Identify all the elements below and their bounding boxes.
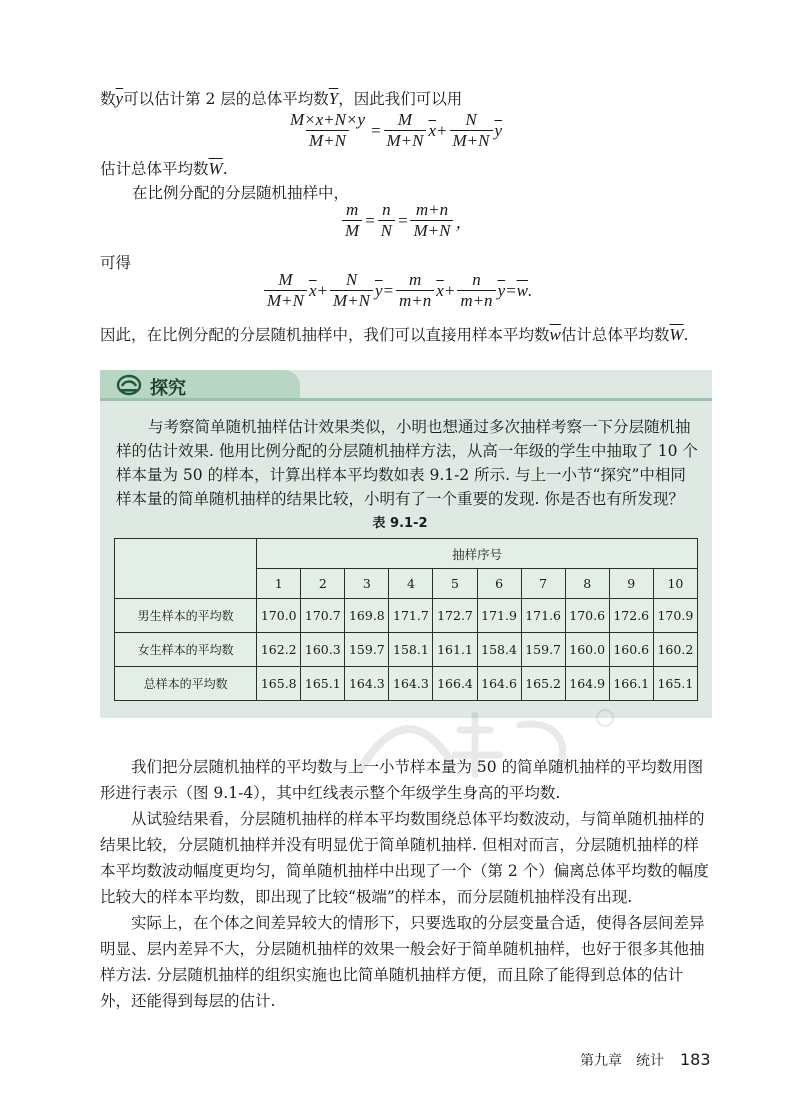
table-cell: 164.9 (565, 667, 609, 701)
body-line-10: 外，还能得到每层的估计. (100, 992, 276, 1010)
row-label: 女生样本的平均数 (115, 633, 257, 667)
equation-3 (262, 270, 532, 311)
fraction (410, 200, 453, 241)
equals: = (505, 280, 517, 300)
body-line-2: 形进行表示（图 9.1-4），其中红线表示整个年级学生身高的平均数. (100, 784, 561, 802)
body-line-7: 实际上，在个体之间差异较大的情形下，只要选取的分层变量合适，使得各层间差异 (100, 914, 705, 932)
table-cell: 160.0 (565, 633, 609, 667)
math-Wbar: $\overline{W}$ (208, 159, 223, 178)
column-header: 4 (389, 569, 433, 599)
column-header: 9 (609, 569, 653, 599)
denominator: M+N (450, 130, 493, 151)
numerator: M (397, 110, 413, 129)
denominator: M+N (330, 290, 373, 311)
column-header: 5 (433, 569, 477, 599)
denominator: M+N (384, 130, 427, 151)
explore-line-4: 样本量的简单随机抽样的结果比较，小明有了一个重要的发现. 你是否也有所发现？ (116, 490, 684, 508)
numerator: N (465, 110, 477, 129)
numerator: m (409, 270, 422, 289)
equation-1 (285, 110, 502, 151)
numerator: M×x+N×y (290, 110, 366, 129)
table-cell: 171.6 (521, 599, 565, 633)
row-label: 男生样本的平均数 (115, 599, 257, 633)
explore-title: 探究 (150, 378, 186, 399)
fraction (342, 200, 362, 241)
equals: = (397, 210, 409, 230)
table-cell: 164.3 (345, 667, 389, 701)
footer-chapter: 第九章 统计 (580, 1053, 664, 1069)
table-cell: 169.8 (345, 599, 389, 633)
table-cell: 165.8 (257, 667, 301, 701)
table-cell: 171.9 (477, 599, 521, 633)
explore-line-2: 样的估计效果. 他用比例分配的分层随机抽样方法，从高一年级的学生中抽取了 10 个 (116, 442, 698, 460)
table-row (115, 667, 698, 701)
text-line-4: 可得 (100, 254, 132, 272)
table-cell: 158.1 (389, 633, 433, 667)
column-header: 6 (477, 569, 521, 599)
text-line-5 (100, 324, 688, 346)
equals: = (364, 210, 376, 230)
text-line-3: 在比例分配的分层随机抽样中， (132, 184, 350, 202)
math-xbar: $\overline{x}$ (436, 280, 444, 300)
column-header: 2 (301, 569, 345, 599)
table-cell: 170.6 (565, 599, 609, 633)
table-cell: 165.1 (653, 667, 697, 701)
table-cell: 164.6 (477, 667, 521, 701)
math-ybar: $\overline{y}$ (494, 120, 503, 140)
equation-2 (340, 200, 472, 241)
fraction (287, 110, 368, 151)
table-cell: 158.4 (477, 633, 521, 667)
column-header: 7 (521, 569, 565, 599)
math-ybar: $\overline{y}$ (375, 280, 383, 300)
comma: ， (455, 213, 473, 232)
period: . (527, 280, 533, 300)
math-wbar: $\overline{w}$ (549, 325, 561, 344)
table-row (115, 633, 698, 667)
table-cell: 170.0 (257, 599, 301, 633)
fraction (378, 200, 395, 241)
page-number: 183 (680, 1050, 711, 1069)
table-cell: 166.4 (433, 667, 477, 701)
denominator: m+n (457, 290, 495, 311)
denominator: M+N (410, 220, 453, 241)
table-cell: 172.7 (433, 599, 477, 633)
text-run: 估计总体平均数 (560, 326, 670, 344)
text-line-2 (100, 158, 228, 180)
body-line-3: 从试验结果看，分层随机抽样的样本平均数围绕总体平均数波动，与简单随机抽样的 (100, 810, 705, 828)
table-cell: 160.2 (653, 633, 697, 667)
denominator: M+N (306, 130, 349, 151)
table-cell: 171.7 (389, 599, 433, 633)
plus: + (443, 280, 456, 300)
equals: = (382, 280, 395, 300)
explore-divider (100, 398, 712, 401)
fraction (457, 270, 495, 311)
table-cell: 165.1 (301, 667, 345, 701)
numerator: n (382, 200, 391, 219)
explore-line-3: 样本量为 50 的样本，计算出样本平均数如表 9.1-2 所示. 与上一小节“探究”中相同 (116, 466, 686, 484)
body-line-9: 样方法. 分层随机抽样的组织实施也比简单随机抽样方便，而且除了能得到总体的估计 (100, 966, 684, 984)
table-caption: 表 9.1-2 (372, 516, 428, 531)
numerator: m (345, 200, 359, 219)
row-label: 总样本的平均数 (115, 667, 257, 701)
fraction (450, 110, 493, 151)
numerator: N (345, 270, 358, 289)
math-xbar: $\overline{x}$ (308, 280, 317, 300)
table-cell: 162.2 (257, 633, 301, 667)
table-cell: 166.1 (609, 667, 653, 701)
fraction (264, 270, 307, 311)
table-cell: 159.7 (521, 633, 565, 667)
text-run: 数 (100, 90, 116, 108)
table-cell: 164.3 (389, 667, 433, 701)
table-row (115, 599, 698, 633)
numerator: m+n (415, 200, 449, 219)
denominator: m+n (396, 290, 434, 311)
column-header: 3 (345, 569, 389, 599)
text-run: 估计总体平均数 (100, 160, 209, 178)
column-header: 1 (257, 569, 301, 599)
numerator: n (472, 270, 481, 289)
table-cell: 172.6 (609, 599, 653, 633)
fraction (384, 110, 427, 151)
column-header: 8 (565, 569, 609, 599)
math-wbar: $\overline{w}$ (516, 280, 528, 300)
column-header: 10 (653, 569, 697, 599)
body-line-5: 本平均数波动幅度更均匀，简单随机抽样中出现了一个（第 2 个）偏离总体平均数的幅度 (100, 862, 709, 880)
math-Wbar: $\overline{W}$ (669, 325, 684, 344)
text-line-1 (100, 88, 462, 110)
text-run: 可以估计第 2 层的总体平均数 (123, 90, 329, 108)
text-run: 因此，在比例分配的分层随机抽样中，我们可以直接用样本平均数 (100, 326, 550, 344)
group-header: 抽样序号 (257, 539, 698, 569)
table-cell: 159.7 (345, 633, 389, 667)
plus: + (316, 280, 329, 300)
explore-line-1: 与考察简单随机抽样估计效果类似，小明也想通过多次抽样考察一下分层随机抽 (148, 418, 691, 436)
table-header-row (115, 539, 698, 569)
math-xbar: $\overline{x}$ (428, 120, 437, 140)
table-cell: 161.1 (433, 633, 477, 667)
body-line-8: 明显、层内差异不大，分层随机抽样的效果一般会好于简单随机抽样，也好于很多其他抽 (100, 940, 705, 958)
math-ybar: $\overline{y}$ (115, 89, 124, 108)
table-corner-cell (115, 539, 257, 599)
text-run: . (222, 160, 228, 178)
explore-icon (116, 374, 142, 400)
numerator: M (278, 270, 293, 289)
table-cell: 160.3 (301, 633, 345, 667)
plus: + (436, 120, 448, 140)
body-line-4: 结果比较，分层随机抽样并没有明显优于简单随机抽样. 但相对而言，分层随机抽样的样 (100, 836, 699, 854)
text-run: . (683, 326, 689, 344)
text-run: ，因此我们可以用 (338, 90, 463, 108)
sample-mean-table (114, 538, 698, 701)
equals: = (370, 120, 382, 140)
fraction (396, 270, 434, 311)
denominator: M+N (264, 290, 307, 311)
body-line-6: 比较大的样本平均数，即出现了比较“极端”的样本，而分层随机抽样没有出现. (100, 888, 633, 906)
denominator: N (378, 220, 395, 241)
fraction (330, 270, 373, 311)
body-line-1: 我们把分层随机抽样的平均数与上一小节样本量为 50 的简单随机抽样的平均数用图 (100, 758, 704, 776)
table-cell: 165.2 (521, 667, 565, 701)
table-cell: 170.9 (653, 599, 697, 633)
math-ybar: $\overline{y}$ (497, 280, 506, 300)
table-cell: 160.6 (609, 633, 653, 667)
table-cell: 170.7 (301, 599, 345, 633)
math-Ybar: $\overline{Y}$ (328, 89, 339, 108)
denominator: M (342, 220, 362, 241)
